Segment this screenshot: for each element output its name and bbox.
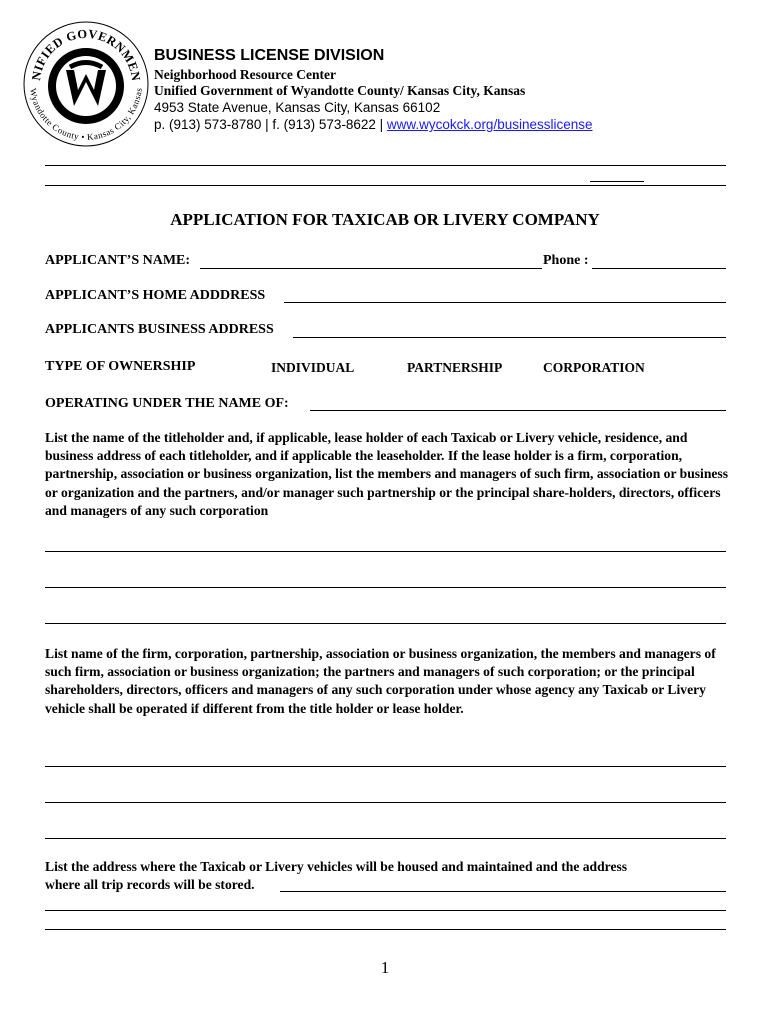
housing-line-3[interactable] — [45, 929, 726, 930]
business-address-label: APPLICANTS BUSINESS ADDRESS — [45, 322, 274, 337]
housing-instructions-line2: where all trip records will be stored. — [45, 877, 255, 892]
titleholder-line-2[interactable] — [45, 587, 726, 588]
ownership-option-partnership[interactable]: PARTNERSHIP — [407, 360, 503, 375]
header-divider-1 — [45, 165, 726, 166]
firm-line-1[interactable] — [45, 766, 726, 767]
applicant-name-label: APPLICANT’S NAME: — [45, 253, 191, 268]
government-name: Unified Government of Wyandotte County/ Kansas City, Kansas — [154, 83, 526, 98]
firm-line-2[interactable] — [45, 802, 726, 803]
business-address-field[interactable] — [293, 337, 726, 338]
housing-line-2[interactable] — [45, 910, 726, 911]
resource-center: Neighborhood Resource Center — [154, 67, 336, 82]
website-link[interactable]: www.wycokck.org/businesslicense — [386, 117, 593, 132]
phone-label: Phone : — [543, 253, 589, 268]
titleholder-line-1[interactable] — [45, 551, 726, 552]
phone-field[interactable] — [592, 268, 726, 269]
firm-instructions: List name of the firm, corporation, partnership, association or business organization, the members and managers of such firm, association or business organization; the partners and managers of such corporation; or the principal shareholders, directors, officers and managers of any such corporation under whose agency any Taxicab or Livery vehicle shall be operated if different from the title holder or lease holder. — [45, 646, 716, 716]
ownership-option-individual[interactable]: INDIVIDUAL — [271, 360, 355, 375]
street-address: 4953 State Avenue, Kansas City, Kansas 66102 — [154, 100, 441, 115]
phone-fax: p. (913) 573-8780 | f. (913) 573-8622 | — [154, 117, 387, 132]
contact-line — [154, 117, 593, 132]
operating-name-field[interactable] — [310, 410, 726, 411]
page-number: 1 — [380, 958, 390, 977]
operating-name-label: OPERATING UNDER THE NAME OF: — [45, 396, 289, 411]
ug-seal-logo — [22, 20, 150, 148]
titleholder-line-3[interactable] — [45, 623, 726, 624]
logo-ring-bottom-text: Wyandotte County • Kansas City, Kansas — [27, 87, 145, 143]
header-divider-mark — [590, 181, 644, 182]
header-divider-2 — [45, 185, 726, 186]
home-address-label: APPLICANT’S HOME ADDDRESS — [45, 288, 266, 303]
applicant-name-field[interactable] — [200, 268, 542, 269]
form-title: APPLICATION FOR TAXICAB OR LIVERY COMPANY — [170, 210, 600, 229]
housing-instructions-line1: List the address where the Taxicab or Livery vehicles will be housed and maintained and the address — [45, 859, 628, 874]
logo-ring-top-text: NIFIED GOVERNMEN — [29, 26, 144, 83]
division-title: BUSINESS LICENSE DIVISION — [154, 47, 385, 64]
titleholder-instructions: List the name of the titleholder and, if applicable, lease holder of each Taxicab or Livery vehicle, residence, and business address of each titleholder, and if applicable the leaseholder. If the lease holder is a firm, corporation, partnership, association or business organization, list the members and managers of such firm, association or business or organization and the partners, and/or manager such partnership or the principal share-holders, directors, officers and managers of any such corporation — [45, 430, 728, 518]
firm-line-3[interactable] — [45, 838, 726, 839]
ownership-option-corporation[interactable]: CORPORATION — [543, 360, 645, 375]
home-address-field[interactable] — [284, 302, 726, 303]
housing-address-field[interactable] — [280, 891, 726, 892]
ownership-label: TYPE OF OWNERSHIP — [45, 359, 196, 374]
